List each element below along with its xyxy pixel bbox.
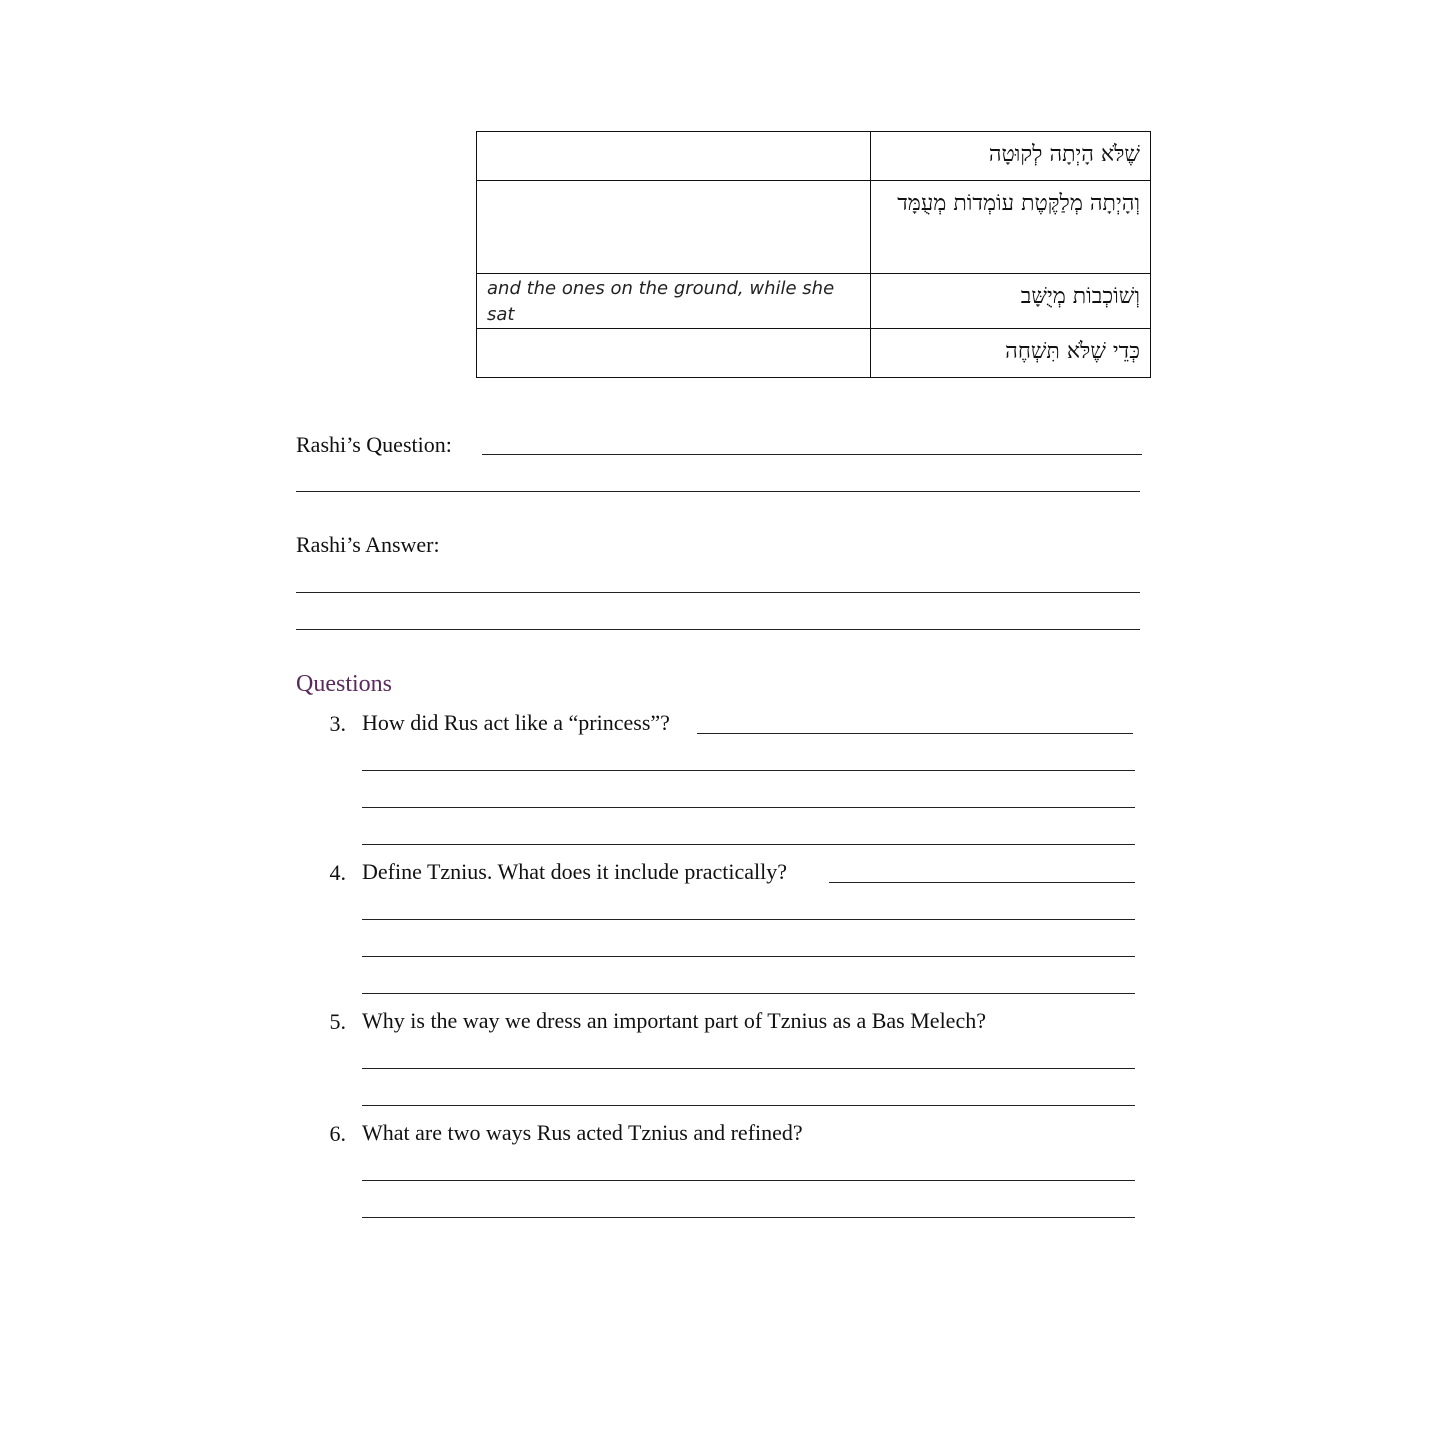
question-number: 3. [329, 711, 346, 736]
questions-heading: Questions [296, 671, 392, 697]
hebrew-phrase-cell: וְשׁוֹכְבוֹת מְיֻשָּׁב [871, 274, 1151, 329]
answer-line[interactable] [362, 770, 1135, 771]
english-translation-cell[interactable] [477, 329, 871, 378]
translation-table [476, 131, 1151, 378]
answer-line[interactable] [362, 844, 1135, 845]
answer-line[interactable] [362, 1068, 1135, 1069]
question-number: 6. [329, 1121, 346, 1146]
question-number: 5. [329, 1009, 346, 1034]
hebrew-phrase-cell: שֶׁלֹּא הָיְתָה לְקוּטָה [871, 132, 1151, 181]
hebrew-phrase-cell: כְּדֵי שֶׁלֹּא תִּשְׁחֶה [871, 329, 1151, 378]
answer-line[interactable] [296, 592, 1140, 593]
answer-line[interactable] [362, 807, 1135, 808]
answer-line[interactable] [362, 1217, 1135, 1218]
question-number: 4. [329, 860, 346, 885]
table-row [477, 274, 1151, 329]
english-translation-cell[interactable] [477, 181, 871, 274]
english-translation-cell[interactable] [477, 132, 871, 181]
table-row [477, 181, 1151, 274]
answer-line[interactable] [362, 1180, 1135, 1181]
answer-line[interactable] [697, 733, 1133, 734]
answer-line[interactable] [829, 882, 1135, 883]
answer-line[interactable] [362, 993, 1135, 994]
answer-line[interactable] [362, 919, 1135, 920]
hebrew-phrase-cell: וְהָיְתָה מְלַקֶּטֶת עוֹמְדוֹת מְעֻמָּד [871, 181, 1151, 274]
table-row [477, 132, 1151, 181]
answer-line[interactable] [362, 956, 1135, 957]
table-row [477, 329, 1151, 378]
question-text: Define Tznius. What does it include practically? [362, 859, 787, 884]
answer-line[interactable] [482, 454, 1142, 455]
rashi-answer-label: Rashi’s Answer: [296, 532, 440, 557]
rashi-question-label: Rashi’s Question: [296, 432, 452, 457]
question-text: What are two ways Rus acted Tznius and refined? [362, 1120, 803, 1145]
question-text: How did Rus act like a “princess”? [362, 710, 670, 735]
answer-line[interactable] [296, 491, 1140, 492]
english-translation-cell[interactable]: and the ones on the ground, while she sat [477, 274, 871, 329]
question-text: Why is the way we dress an important part of Tznius as a Bas Melech? [362, 1008, 986, 1033]
answer-line[interactable] [296, 629, 1140, 630]
answer-line[interactable] [362, 1105, 1135, 1106]
